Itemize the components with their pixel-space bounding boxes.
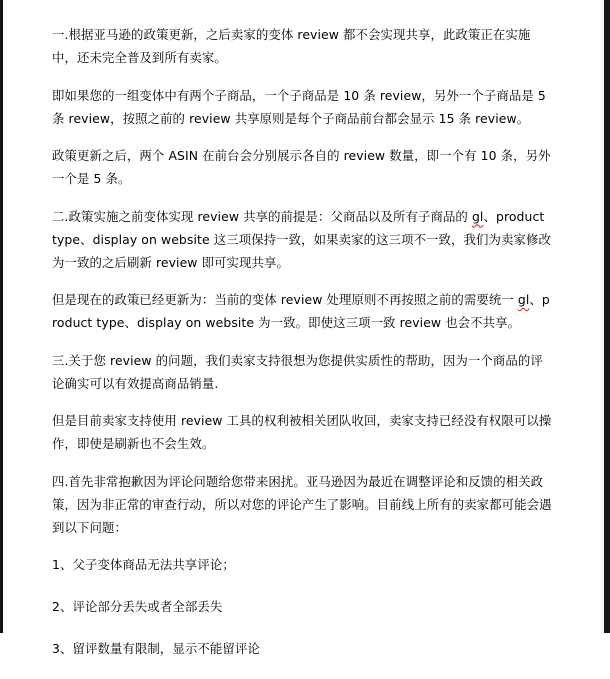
paragraph-tool-revoked: 但是目前卖家支持使用 review 工具的权利被相关团队收回，卖家支持已经没有权限可以操作，即使是刷新也不会生效。 xyxy=(52,413,552,451)
paragraph-review-question: 三.关于您 review 的问题，我们卖家支持很想为您提供实质性的帮助，因为一个商品的评论确实可以有效提高商品销量. xyxy=(52,352,543,391)
paragraph-current-policy xyxy=(52,288,552,334)
text-segment: 但是现在的政策已经更新为：当前的变体 review 处理原则不再按照之前的需要统一 xyxy=(52,292,518,307)
document-page xyxy=(3,0,601,656)
text-segment: 二.政策实施之前变体实现 review 共享的前提是：父商品以及所有子商品的 xyxy=(52,208,472,224)
window-right-border xyxy=(604,0,610,633)
list-item: 3、留评数量有限制，显示不能留评论 xyxy=(52,641,260,656)
list-item: 2、评论部分丢失或者全部丢失 xyxy=(52,599,223,614)
spellcheck-marked-word: gl xyxy=(517,292,530,307)
paragraph-example: 即如果您的一组变体中有两个子商品，一个子商品是 10 条 review，另外一个子商品是 5 条 review，按照之前的 review 共享原则是每个子商品前台都会显示 15 条 review。 xyxy=(52,87,546,126)
paragraph-policy-update: 一.根据亚马逊的政策更新，之后卖家的变体 review 都不会实现共享，此政策正在实施中，还未完全普及到所有卖家。 xyxy=(52,27,531,65)
spellcheck-marked-word: gl xyxy=(471,208,484,224)
paragraph-apology: 四.首先非常抱歉因为评论问题给您带来困扰。亚马逊因为最近在调整评论和反馈的相关政策，因为非正常的审查行动，所以对您的评论产生了影响。目前线上所有的卖家都可能会遇到以下问题： xyxy=(52,473,552,535)
text-segment: 、product type、display on website 这三项保持一致，如果卖家的这三项不一致，我们为卖家修改为一致的之后刷新 review 即可实现共享。 xyxy=(52,208,551,270)
list-item: 1、父子变体商品无法共享评论； xyxy=(52,557,235,572)
document-body xyxy=(52,23,552,679)
paragraph-after-update: 政策更新之后，两个 ASIN 在前台会分别展示各自的 review 数量，即一个有 10 条，另外一个是 5 条。 xyxy=(52,148,551,186)
paragraph-sharing-prerequisite xyxy=(52,205,552,274)
text-segment: 、product type、display on website 为一致。即使这三项一致 review 也会不共享。 xyxy=(52,292,550,330)
